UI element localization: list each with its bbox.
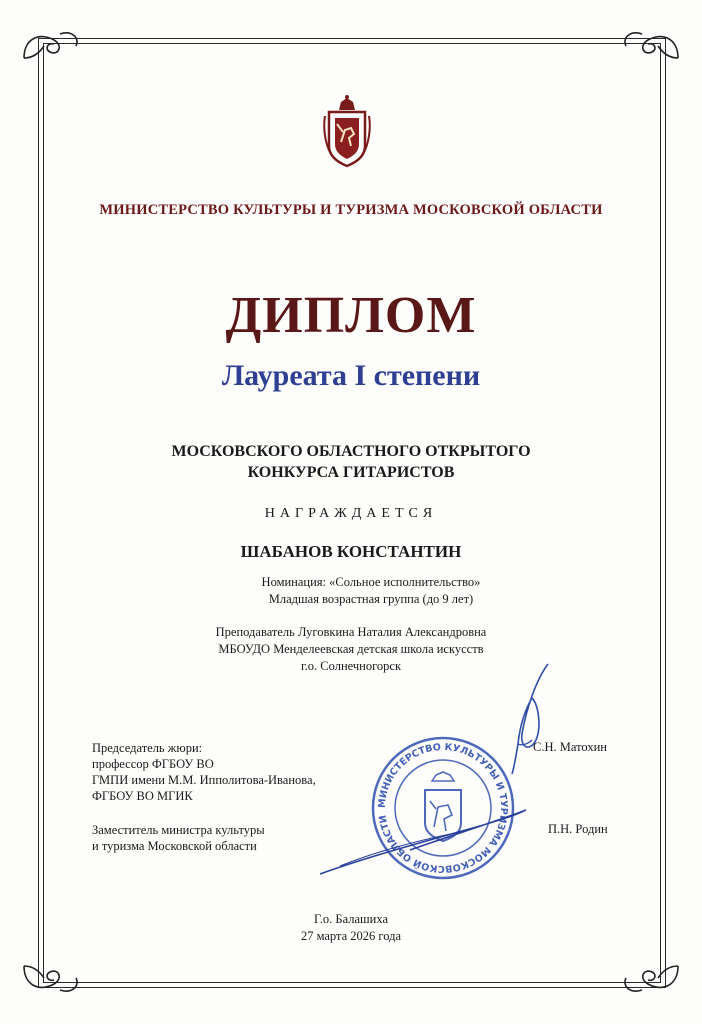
jury-line: профессор ФГБОУ ВО (92, 757, 214, 771)
laureate-degree: Лауреата I степени (221, 359, 481, 392)
city: г.о. Солнечногорск (300, 659, 402, 673)
stamp-text: МИНИСТЕРСТВО КУЛЬТУРЫ И ТУРИЗМА МОСКОВСКОЙ ОБЛАСТИ (376, 741, 510, 875)
deputy-line: Заместитель министра культуры (92, 823, 265, 837)
diploma-title: ДИПЛОМ (225, 287, 477, 344)
deputy-minister-block (92, 822, 265, 854)
nomination: Номинация: «Сольное исполнительство» (261, 575, 481, 589)
coat-of-arms-icon (321, 94, 373, 168)
deputy-line: и туризма Московской области (92, 839, 257, 853)
issue-date: 27 марта 2026 года (300, 929, 402, 943)
jury-line: Председатель жюри: (92, 741, 203, 755)
handwritten-signatures (300, 660, 580, 890)
contest-name-line-2: КОНКУРСА ГИТАРИСТОВ (247, 464, 455, 481)
awarded-label: НАГРАЖДАЕТСЯ (264, 506, 438, 521)
school: МБОУДО Менделеевская детская школа искусств (218, 642, 484, 656)
contest-name-line-1: МОСКОВСКОГО ОБЛАСТНОГО ОТКРЫТОГО (171, 443, 531, 460)
jury-signer-name: С.Н. Матохин (533, 740, 607, 754)
deputy-signer-name: П.Н. Родин (548, 822, 608, 836)
corner-ornament-bottom-left (20, 962, 82, 996)
corner-ornament-bottom-right (620, 962, 682, 996)
age-group: Младшая возрастная группа (до 9 лет) (268, 592, 474, 606)
jury-line: ФГБОУ ВО МГИК (92, 789, 193, 803)
jury-chair-block (92, 740, 316, 804)
recipient-name: ШАБАНОВ КОНСТАНТИН (240, 542, 462, 561)
teacher: Преподаватель Луговкина Наталия Александровна (215, 625, 487, 639)
corner-ornament-top-right (620, 28, 682, 62)
ministry-name: МИНИСТЕРСТВО КУЛЬТУРЫ И ТУРИЗМА МОСКОВСКОЙ ОБЛАСТИ (99, 202, 603, 218)
place: Г.о. Балашиха (313, 912, 388, 926)
corner-ornament-top-left (20, 28, 82, 62)
jury-line: ГМПИ имени М.М. Ипполитова-Иванова, (92, 773, 316, 787)
